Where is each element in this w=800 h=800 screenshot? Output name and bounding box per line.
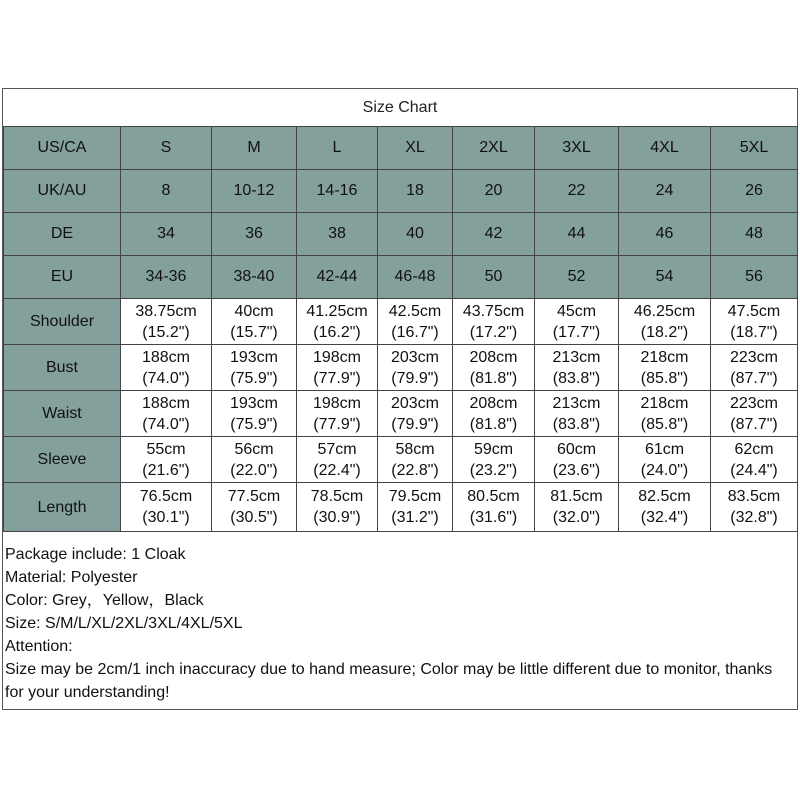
- inch-value: (17.7"): [552, 323, 601, 341]
- measurement-cell: [535, 345, 619, 391]
- chart-title: Size Chart: [362, 99, 438, 116]
- inch-value: (16.2"): [313, 323, 361, 341]
- cm-value: 213cm: [552, 394, 601, 412]
- inch-value: (31.6"): [469, 509, 518, 526]
- inch-value: (24.4"): [730, 461, 778, 479]
- size-rows: [4, 127, 798, 299]
- measurement-cell: [453, 391, 535, 437]
- measurement-cell: [378, 345, 453, 391]
- inch-value: (85.8"): [640, 415, 689, 433]
- measurement-cell: [121, 391, 212, 437]
- row-header: Waist: [4, 391, 121, 437]
- cm-value: 62cm: [734, 440, 774, 458]
- cm-value: 76.5cm: [139, 488, 193, 505]
- inch-value: (32.4"): [640, 509, 689, 526]
- inch-value: (17.2"): [469, 323, 518, 341]
- cm-value: 193cm: [229, 348, 279, 366]
- inch-value: (87.7"): [730, 415, 778, 433]
- cm-value: 45cm: [556, 302, 597, 320]
- size-cell: 54: [619, 256, 711, 299]
- row-header: EU: [4, 256, 121, 299]
- row-header: UK/AU: [4, 170, 121, 213]
- cm-value: 83.5cm: [727, 488, 781, 505]
- measurement-cell: [453, 345, 535, 391]
- measurement-row: [4, 437, 798, 483]
- measurement-cell: [453, 437, 535, 483]
- cm-value: 59cm: [473, 440, 514, 458]
- inch-value: (30.9"): [313, 509, 361, 526]
- size-cell: 3XL: [535, 127, 619, 170]
- measurement-cell: [619, 483, 711, 532]
- measurement-cell: [711, 299, 798, 345]
- inch-value: (30.5"): [230, 509, 278, 526]
- cm-value: 38.75cm: [135, 302, 197, 320]
- size-cell: 42: [453, 213, 535, 256]
- size-cell: S: [121, 127, 212, 170]
- cm-value: 208cm: [469, 348, 518, 366]
- size-chart-sheet: [2, 88, 798, 710]
- cm-value: 41.25cm: [306, 302, 368, 320]
- cm-value: 218cm: [640, 394, 689, 412]
- size-cell: 20: [453, 170, 535, 213]
- size-cell: 40: [378, 213, 453, 256]
- inch-value: (74.0"): [142, 369, 190, 387]
- cm-value: 198cm: [312, 394, 362, 412]
- measurement-cell: [121, 299, 212, 345]
- inch-value: (77.9"): [313, 369, 361, 387]
- inch-value: (23.6"): [552, 461, 601, 479]
- size-cell: 34-36: [121, 256, 212, 299]
- inch-value: (24.0"): [640, 461, 689, 479]
- inch-value: (16.7"): [391, 323, 439, 341]
- measurement-cell: [297, 345, 378, 391]
- measurement-cell: [619, 391, 711, 437]
- cm-value: 203cm: [390, 348, 440, 366]
- measurement-cell: [535, 483, 619, 532]
- cm-value: 203cm: [390, 394, 440, 412]
- size-cell: XL: [378, 127, 453, 170]
- measurement-cell: [535, 391, 619, 437]
- color-note: Color: Grey，Yellow，Black: [5, 592, 204, 609]
- size-cell: 38-40: [212, 256, 297, 299]
- size-table: [3, 126, 798, 532]
- cm-value: 81.5cm: [550, 488, 603, 505]
- inch-value: (15.2"): [142, 323, 190, 341]
- size-cell: 50: [453, 256, 535, 299]
- inch-value: (23.2"): [469, 461, 518, 479]
- measurement-cell: [711, 345, 798, 391]
- measurement-cell: [535, 437, 619, 483]
- inch-value: (75.9"): [230, 369, 278, 387]
- cm-value: 218cm: [640, 348, 689, 366]
- size-cell: 52: [535, 256, 619, 299]
- cm-value: 82.5cm: [638, 488, 691, 505]
- size-cell: 48: [711, 213, 798, 256]
- measurement-cell: [453, 483, 535, 532]
- measurement-cell: [619, 299, 711, 345]
- size-cell: 14-16: [297, 170, 378, 213]
- inch-value: (79.9"): [391, 415, 439, 433]
- cm-value: 42.5cm: [388, 302, 442, 320]
- measurement-cell: [711, 391, 798, 437]
- inch-value: (30.1"): [142, 509, 190, 526]
- measurement-cell: [212, 483, 297, 532]
- measurement-cell: [212, 391, 297, 437]
- size-cell: 42-44: [297, 256, 378, 299]
- measurement-cell: [297, 483, 378, 532]
- size-cell: 56: [711, 256, 798, 299]
- size-cell: 10-12: [212, 170, 297, 213]
- cm-value: 193cm: [229, 394, 279, 412]
- size-cell: 34: [121, 213, 212, 256]
- cm-value: 57cm: [317, 440, 357, 458]
- measurement-row: [4, 299, 798, 345]
- measurement-cell: [711, 437, 798, 483]
- cm-value: 56cm: [234, 440, 274, 458]
- cm-value: 223cm: [729, 348, 779, 366]
- inch-value: (83.8"): [552, 369, 601, 387]
- inch-value: (81.8"): [469, 415, 518, 433]
- measurement-cell: [212, 299, 297, 345]
- cm-value: 61cm: [644, 440, 685, 458]
- measurement-cell: [619, 345, 711, 391]
- measurement-row: [4, 345, 798, 391]
- size-cell: 26: [711, 170, 798, 213]
- row-header: US/CA: [4, 127, 121, 170]
- inch-value: (18.7"): [730, 323, 778, 341]
- measurement-row: [4, 483, 798, 532]
- inch-value: (77.9"): [313, 415, 361, 433]
- inch-value: (15.7"): [230, 323, 278, 341]
- size-cell: 44: [535, 213, 619, 256]
- inch-value: (22.0"): [230, 461, 278, 479]
- disclaimer-note: Size may be 2cm/1 inch inaccuracy due to hand measure; Color may be little different due to monitor, thanks for your understanding!: [5, 661, 773, 701]
- package-note: Package include: 1 Cloak: [5, 546, 186, 563]
- size-cell: 22: [535, 170, 619, 213]
- measurement-cell: [212, 345, 297, 391]
- inch-value: (22.4"): [313, 461, 361, 479]
- size-cell: 18: [378, 170, 453, 213]
- measurement-cell: [297, 391, 378, 437]
- measurement-cell: [378, 483, 453, 532]
- inch-value: (21.6"): [142, 461, 190, 479]
- measurement-cell: [297, 299, 378, 345]
- inch-value: (85.8"): [640, 369, 689, 387]
- cm-value: 58cm: [395, 440, 435, 458]
- cm-value: 208cm: [469, 394, 518, 412]
- inch-value: (32.8"): [730, 509, 778, 526]
- measurement-cell: [378, 299, 453, 345]
- size-note: Size: S/M/L/XL/2XL/3XL/4XL/5XL: [5, 615, 243, 632]
- size-cell: 4XL: [619, 127, 711, 170]
- notes-section: [5, 543, 795, 704]
- measurement-cell: [378, 437, 453, 483]
- cm-value: 213cm: [552, 348, 601, 366]
- inch-value: (74.0"): [142, 415, 190, 433]
- size-cell: L: [297, 127, 378, 170]
- size-cell: 46: [619, 213, 711, 256]
- size-row: [4, 170, 798, 213]
- inch-value: (79.9"): [391, 369, 439, 387]
- measurement-cell: [535, 299, 619, 345]
- inch-value: (87.7"): [730, 369, 778, 387]
- cm-value: 198cm: [312, 348, 362, 366]
- size-cell: 36: [212, 213, 297, 256]
- inch-value: (18.2"): [640, 323, 689, 341]
- measurement-cell: [453, 299, 535, 345]
- cm-value: 46.25cm: [633, 302, 696, 320]
- cm-value: 188cm: [141, 348, 191, 366]
- cm-value: 223cm: [729, 394, 779, 412]
- cm-value: 80.5cm: [467, 488, 520, 505]
- row-header: Sleeve: [4, 437, 121, 483]
- cm-value: 77.5cm: [227, 488, 281, 505]
- inch-value: (22.8"): [391, 461, 439, 479]
- measurement-row: [4, 391, 798, 437]
- inch-value: (81.8"): [469, 369, 518, 387]
- size-cell: 38: [297, 213, 378, 256]
- size-cell: 8: [121, 170, 212, 213]
- cm-value: 60cm: [556, 440, 597, 458]
- cm-value: 47.5cm: [727, 302, 781, 320]
- inch-value: (83.8"): [552, 415, 601, 433]
- inch-value: (32.0"): [552, 509, 601, 526]
- size-row: [4, 256, 798, 299]
- cm-value: 40cm: [234, 302, 274, 320]
- measurement-cell: [121, 483, 212, 532]
- measurement-cell: [378, 391, 453, 437]
- measurement-cell: [297, 437, 378, 483]
- cm-value: 43.75cm: [462, 302, 525, 320]
- cm-value: 79.5cm: [388, 488, 442, 505]
- size-cell: 2XL: [453, 127, 535, 170]
- row-header: Shoulder: [4, 299, 121, 345]
- measurement-cell: [121, 345, 212, 391]
- size-row: [4, 213, 798, 256]
- size-cell: M: [212, 127, 297, 170]
- size-row: [4, 127, 798, 170]
- cm-value: 188cm: [141, 394, 191, 412]
- measurement-cell: [711, 483, 798, 532]
- measurement-cell: [212, 437, 297, 483]
- size-cell: 24: [619, 170, 711, 213]
- cm-value: 78.5cm: [310, 488, 364, 505]
- attention-heading: Attention:: [5, 638, 73, 655]
- row-header: DE: [4, 213, 121, 256]
- size-cell: 46-48: [378, 256, 453, 299]
- measurement-cell: [619, 437, 711, 483]
- measurement-rows: [4, 299, 798, 532]
- inch-value: (75.9"): [230, 415, 278, 433]
- measurement-cell: [121, 437, 212, 483]
- material-note: Material: Polyester: [5, 569, 138, 586]
- size-cell: 5XL: [711, 127, 798, 170]
- cm-value: 55cm: [146, 440, 186, 458]
- row-header: Bust: [4, 345, 121, 391]
- row-header: Length: [4, 483, 121, 532]
- inch-value: (31.2"): [391, 509, 439, 526]
